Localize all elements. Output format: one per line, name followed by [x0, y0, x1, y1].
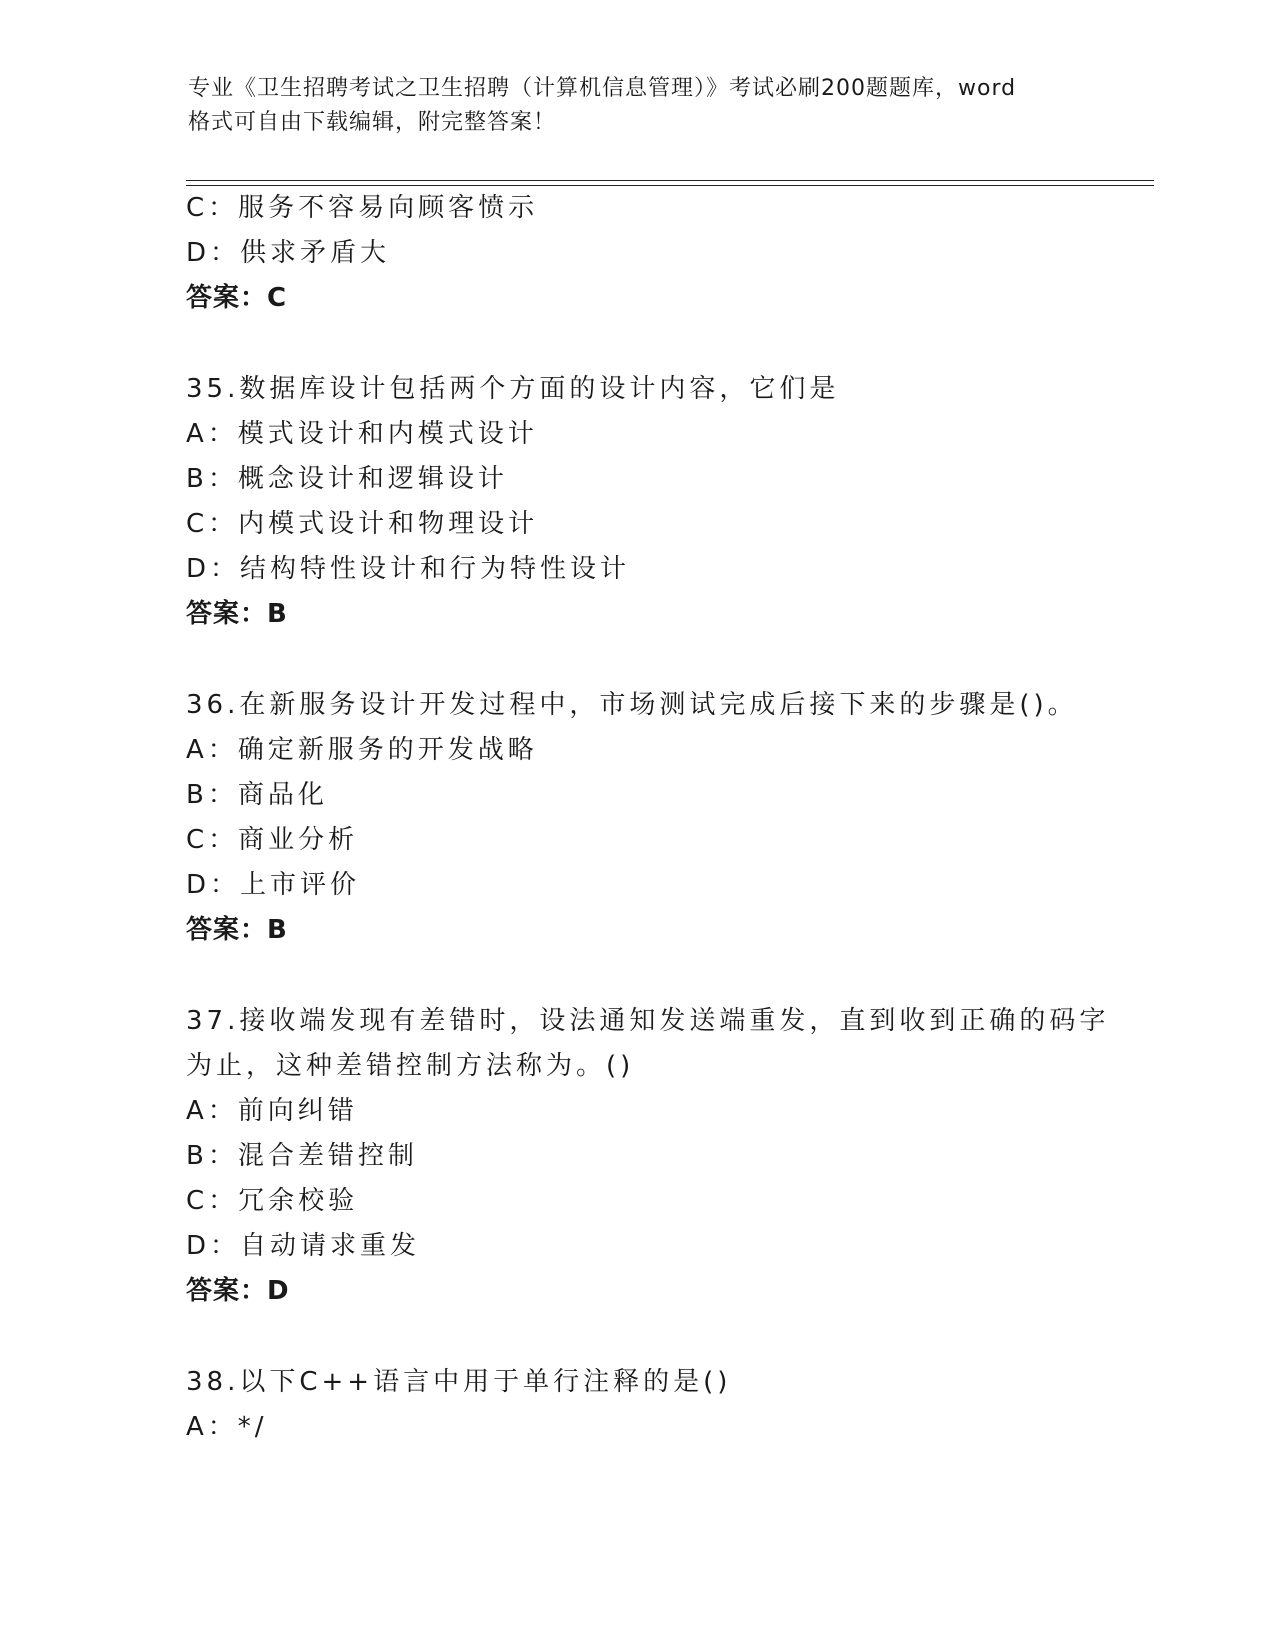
question-stem-line-1: 37.接收端发现有差错时，设法通知发送端重发，直到收到正确的码字	[186, 1006, 1110, 1036]
option-a: A：模式设计和内模式设计	[186, 419, 538, 449]
header-divider-top	[186, 180, 1154, 181]
option-c: C：服务不容易向顾客愤示	[186, 193, 539, 223]
option-d: D：上市评价	[186, 870, 361, 900]
option-c: C：冗余校验	[186, 1186, 359, 1216]
option-b: B：概念设计和逻辑设计	[186, 464, 508, 494]
answer-line: 答案：B	[186, 599, 288, 629]
question-block-38	[186, 1360, 1154, 1450]
question-stem: 38.以下C++语言中用于单行注释的是()	[186, 1367, 732, 1397]
header-title-line-1: 专业《卫生招聘考试之卫生招聘（计算机信息管理）》考试必刷200题题库，word	[188, 76, 1017, 101]
question-stem: 36.在新服务设计开发过程中，市场测试完成后接下来的步骤是()。	[186, 690, 1078, 720]
option-a: A：确定新服务的开发战略	[186, 735, 538, 765]
option-a: A：*/	[186, 1412, 268, 1442]
question-spacer	[186, 1314, 1154, 1360]
option-d: D：供求矛盾大	[186, 238, 391, 268]
header-title-line-2: 格式可自由下载编辑，附完整答案！	[188, 110, 557, 135]
option-d: D：自动请求重发	[186, 1231, 421, 1261]
question-block-35	[186, 367, 1154, 637]
option-c: C：商业分析	[186, 825, 359, 855]
option-a: A：前向纠错	[186, 1096, 358, 1126]
option-c: C：内模式设计和物理设计	[186, 509, 539, 539]
answer-line: 答案：B	[186, 915, 288, 945]
question-block-37	[186, 999, 1154, 1314]
answer-line: 答案：D	[186, 1276, 290, 1306]
answer-line: 答案：C	[186, 283, 288, 313]
question-spacer	[186, 953, 1154, 999]
question-spacer	[186, 321, 1154, 367]
question-block-34	[186, 186, 1154, 321]
question-spacer	[186, 637, 1154, 683]
option-b: B：混合差错控制	[186, 1141, 418, 1171]
question-stem: 35.数据库设计包括两个方面的设计内容，它们是	[186, 374, 840, 404]
question-stem-line-2: 为止，这种差错控制方法称为。()	[186, 1051, 635, 1081]
question-block-36	[186, 683, 1154, 953]
question-list	[186, 186, 1154, 1450]
document-header	[188, 72, 1108, 140]
option-d: D：结构特性设计和行为特性设计	[186, 554, 631, 584]
option-b: B：商品化	[186, 780, 328, 810]
